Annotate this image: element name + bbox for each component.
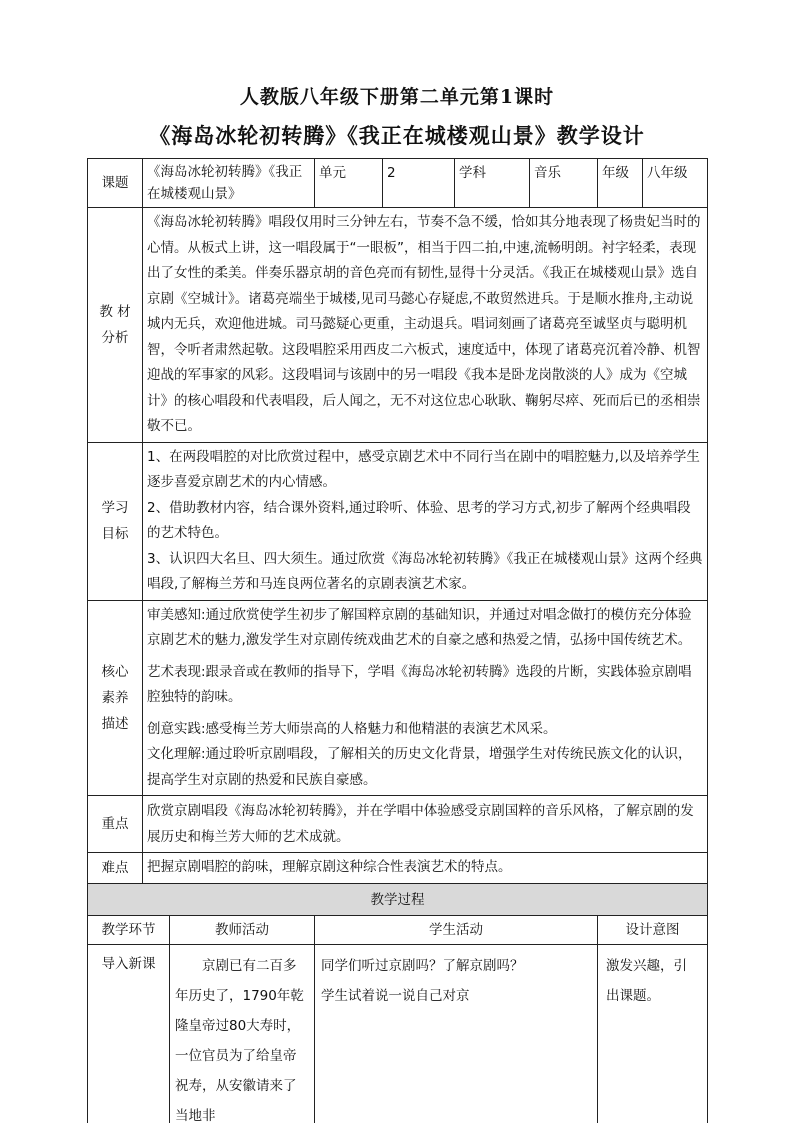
unit-label: 单元 bbox=[315, 159, 383, 208]
header-student: 学生活动 bbox=[315, 916, 598, 945]
process-title-row bbox=[88, 884, 708, 916]
objective-item: 3、认识四大名旦、四大须生。通过欣赏《海岛冰轮初转腾》《我正在城楼观山景》这两个经典唱段,了解梅兰芳和马连良两位著名的京剧表演艺术家。 bbox=[147, 550, 703, 592]
analysis-text: 《海岛冰轮初转腾》唱段仅用时三分钟左右，节奏不急不缓，恰如其分地表现了杨贵妃当时的心情。从板式上讲，这一唱段属于“一眼板”，相当于四二拍,中速,流畅明朗。衬字轻柔，表现出了女性的柔美。伴奏乐器京胡的音色亮而有韧性,显得十分灵活。《我正在城楼观山景》选自京剧《空城计》。诸葛亮端坐于城楼,见司马懿心存疑虑,不敢贸然进兵。于是顺水推舟,主动说城内无兵，欢迎他进城。司马懿疑心更重，主动退兵。唱词刻画了诸葛亮至诚坚贞与聪明机智，令听者肃然起敬。这段唱腔采用西皮二六板式，速度适中，体现了诸葛亮沉着冷静、机智迎战的军事家的风彩。这段唱词与该剧中的另一唱段《我本是卧龙岗散淡的人》成为《空城计》的核心唱段和代表唱段，后人闻之，无不对这位忠心耿耿、鞠躬尽瘁、死而后已的丞相崇敬不已。 bbox=[143, 208, 708, 443]
process-student-activity: 同学们听过京剧吗？了解京剧吗？ 学生试着说一说自己对京 bbox=[315, 945, 598, 1123]
process-row-stage-teacher bbox=[88, 945, 315, 1123]
key-points-label: 重点 bbox=[88, 796, 143, 853]
process-header-stage bbox=[88, 916, 315, 945]
grade-label: 年级 bbox=[598, 159, 643, 208]
objective-item: 2、借助教材内容，结合课外资料,通过聆听、体验、思考的学习方式,初步了解两个经典唱段的艺术特色。 bbox=[147, 499, 691, 541]
unit-value: 2 bbox=[383, 159, 455, 208]
literacy-item: 文化理解:通过聆听京剧唱段，了解相关的历史文化背景，增强学生对传统民族文化的认识，提高学生对京剧的热爱和民族自豪感。 bbox=[147, 746, 692, 788]
grade-value: 八年级 bbox=[643, 159, 708, 208]
info-row bbox=[88, 159, 708, 208]
process-stage: 导入新课 bbox=[88, 945, 170, 1123]
process-design-intent: 激发兴趣，引出课题。 bbox=[598, 945, 708, 1123]
process-section-title: 教学过程 bbox=[88, 884, 708, 916]
topic-value: 《海岛冰轮初转腾》《我正在城楼观山景》 bbox=[143, 159, 315, 208]
header-stage: 教学环节 bbox=[88, 916, 170, 944]
header-teacher: 教师活动 bbox=[215, 922, 269, 938]
objective-item: 1、在两段唱腔的对比欣赏过程中，感受京剧艺术中不同行当在剧中的唱腔魅力,以及培养学生逐步喜爱京剧艺术的内心情感。 bbox=[147, 448, 700, 490]
literacy-item: 审美感知:通过欣赏使学生初步了解国粹京剧的基础知识，并通过对唱念做打的模仿充分体验京剧艺术的魅力,激发学生对京剧传统戏曲艺术的自豪之感和热爱之情，弘扬中国传统艺术。 bbox=[147, 606, 692, 648]
process-row bbox=[88, 945, 708, 1123]
header-intent: 设计意图 bbox=[598, 916, 708, 945]
difficulties-text: 把握京剧唱腔的韵味，理解京剧这种综合性表演艺术的特点。 bbox=[143, 853, 708, 884]
objectives-row bbox=[88, 442, 708, 600]
objectives-content bbox=[143, 442, 708, 600]
analysis-label: 教 材 分析 bbox=[88, 208, 143, 443]
objectives-label: 学习 目标 bbox=[88, 442, 143, 600]
literacy-row bbox=[88, 600, 708, 796]
literacy-item: 创意实践:感受梅兰芳大师崇高的人格魅力和他精湛的表演艺术风采。 bbox=[147, 720, 557, 737]
key-points-text: 欣赏京剧唱段《海岛冰轮初转腾》，并在学唱中体验感受京剧国粹的音乐风格，了解京剧的发展历史和梅兰芳大师的艺术成就。 bbox=[143, 796, 708, 853]
key-points-row bbox=[88, 796, 708, 853]
process-header-row bbox=[88, 916, 708, 945]
analysis-row bbox=[88, 208, 708, 443]
topic-label: 课题 bbox=[88, 159, 143, 208]
process-teacher-activity: 京剧已有二百多年历史了，1790年乾隆皇帝过80大寿时，一位官员为了给皇帝祝寿，从安徽请来了当地非 bbox=[175, 958, 304, 1123]
difficulties-label: 难点 bbox=[88, 853, 143, 884]
literacy-content bbox=[143, 600, 708, 796]
lesson-plan-table bbox=[87, 158, 708, 1123]
literacy-item: 艺术表现:跟录音或在教师的指导下，学唱《海岛冰轮初转腾》选段的片断，实践体验京剧唱腔独特的韵味。 bbox=[147, 663, 692, 705]
document-title-line2: 《海岛冰轮初转腾》《我正在城楼观山景》教学设计 bbox=[149, 123, 645, 148]
literacy-label: 核心 素养 描述 bbox=[88, 600, 143, 796]
document-title-line1: 人教版八年级下册第二单元第1课时 bbox=[239, 86, 555, 108]
subject-value: 音乐 bbox=[530, 159, 598, 208]
difficulties-row bbox=[88, 853, 708, 884]
subject-label: 学科 bbox=[455, 159, 530, 208]
